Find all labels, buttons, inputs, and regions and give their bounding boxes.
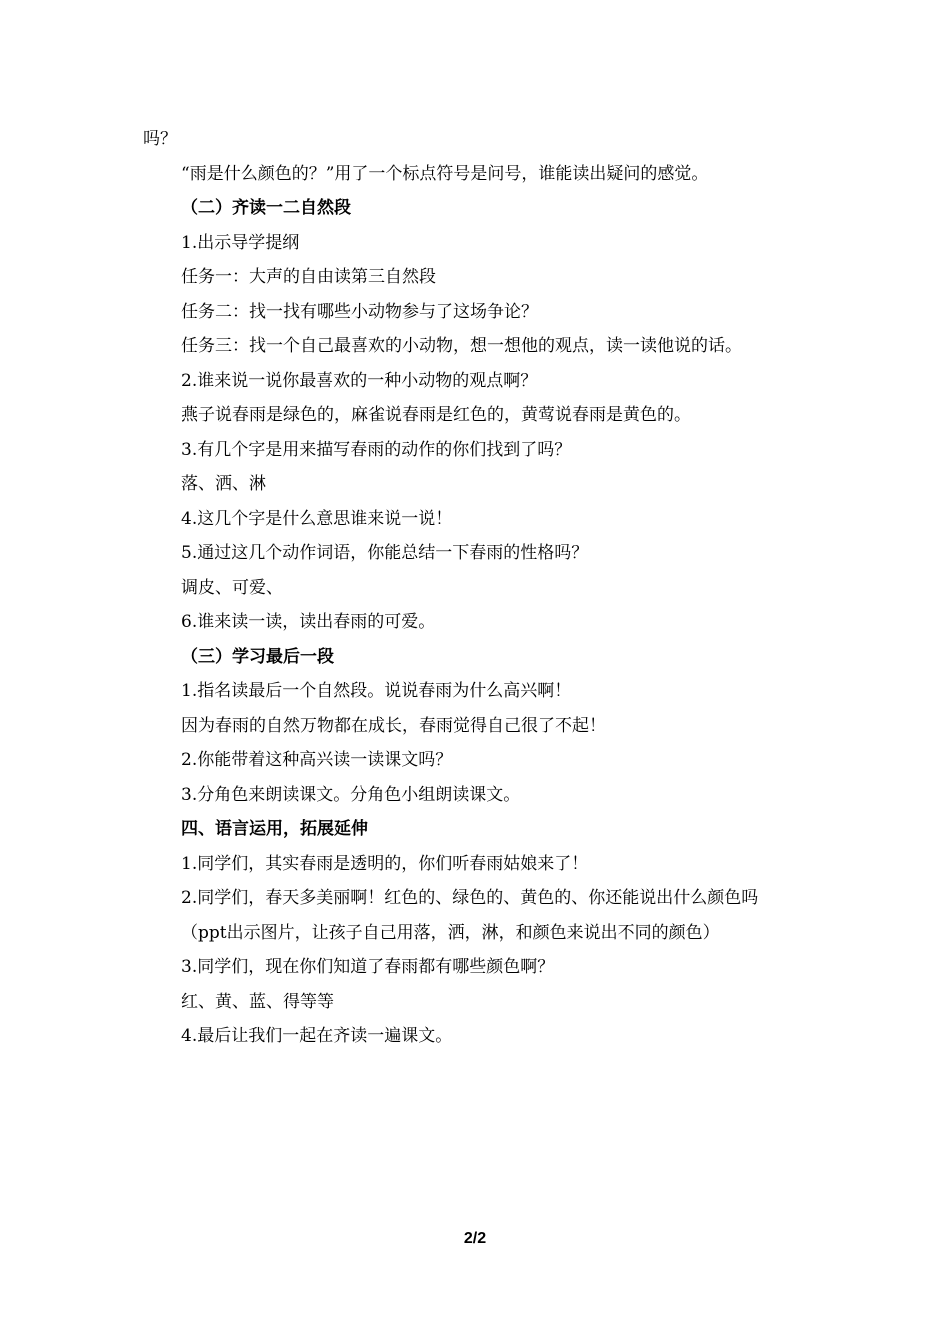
paragraph-line: 吗？ xyxy=(143,129,177,149)
page-number: 2/2 xyxy=(463,1230,487,1247)
section-heading: （二）齐读一二自然段 xyxy=(181,198,351,218)
paragraph-line: 4.最后让我们一起在齐读一遍课文。 xyxy=(181,1026,453,1046)
paragraph-line: 调皮、可爱、 xyxy=(181,577,283,598)
paragraph-line: 因为春雨的自然万物都在成长，春雨觉得自己很了不起！ xyxy=(181,715,606,736)
paragraph-line: 1.同学们，其实春雨是透明的，你们听春雨姑娘来了！ xyxy=(181,853,589,874)
paragraph-line: 红、黄、蓝、得等等 xyxy=(181,991,334,1012)
paragraph-line: 落、洒、淋 xyxy=(181,474,266,494)
paragraph-line: 6.谁来读一读，读出春雨的可爱。 xyxy=(181,612,436,632)
paragraph-line: 燕子说春雨是绿色的，麻雀说春雨是红色的，黄莺说春雨是黄色的。 xyxy=(181,405,691,425)
paragraph-line: 2.你能带着这种高兴读一读课文吗？ xyxy=(181,750,453,770)
paragraph-line: 任务一：大声的自由读第三自然段 xyxy=(181,267,436,287)
section-heading: （三）学习最后一段 xyxy=(181,646,334,667)
paragraph-line: 1.指名读最后一个自然段。说说春雨为什么高兴啊！ xyxy=(181,681,572,701)
paragraph-line: （ppt出示图片，让孩子自己用落，洒，淋，和颜色来说出不同的颜色） xyxy=(181,922,720,943)
paragraph-line: 4.这几个字是什么意思谁来说一说！ xyxy=(181,508,453,529)
paragraph-line: 3.同学们，现在你们知道了春雨都有哪些颜色啊？ xyxy=(181,957,555,977)
paragraph-line: 3.分角色来朗读课文。分角色小组朗读课文。 xyxy=(181,784,521,805)
paragraph-line: 任务二：找一找有哪些小动物参与了这场争论？ xyxy=(181,301,538,322)
section-heading: 四、语言运用，拓展延伸 xyxy=(181,819,368,839)
paragraph-line: 1.出示导学提纲 xyxy=(181,232,300,253)
document-body xyxy=(143,122,823,1054)
paragraph-line: “雨是什么颜色的？”用了一个标点符号是问号，谁能读出疑问的感觉。 xyxy=(181,163,709,184)
paragraph-line: 2.谁来说一说你最喜欢的一种小动物的观点啊？ xyxy=(181,370,538,391)
paragraph-line: 2.同学们，春天多美丽啊！红色的、绿色的、黄色的、你还能说出什么颜色吗 xyxy=(181,888,759,908)
paragraph-line: 3.有几个字是用来描写春雨的动作的你们找到了吗？ xyxy=(181,439,572,460)
paragraph-line: 任务三：找一个自己最喜欢的小动物，想一想他的观点，读一读他说的话。 xyxy=(181,336,742,356)
paragraph-line: 5.通过这几个动作词语，你能总结一下春雨的性格吗？ xyxy=(181,543,589,563)
